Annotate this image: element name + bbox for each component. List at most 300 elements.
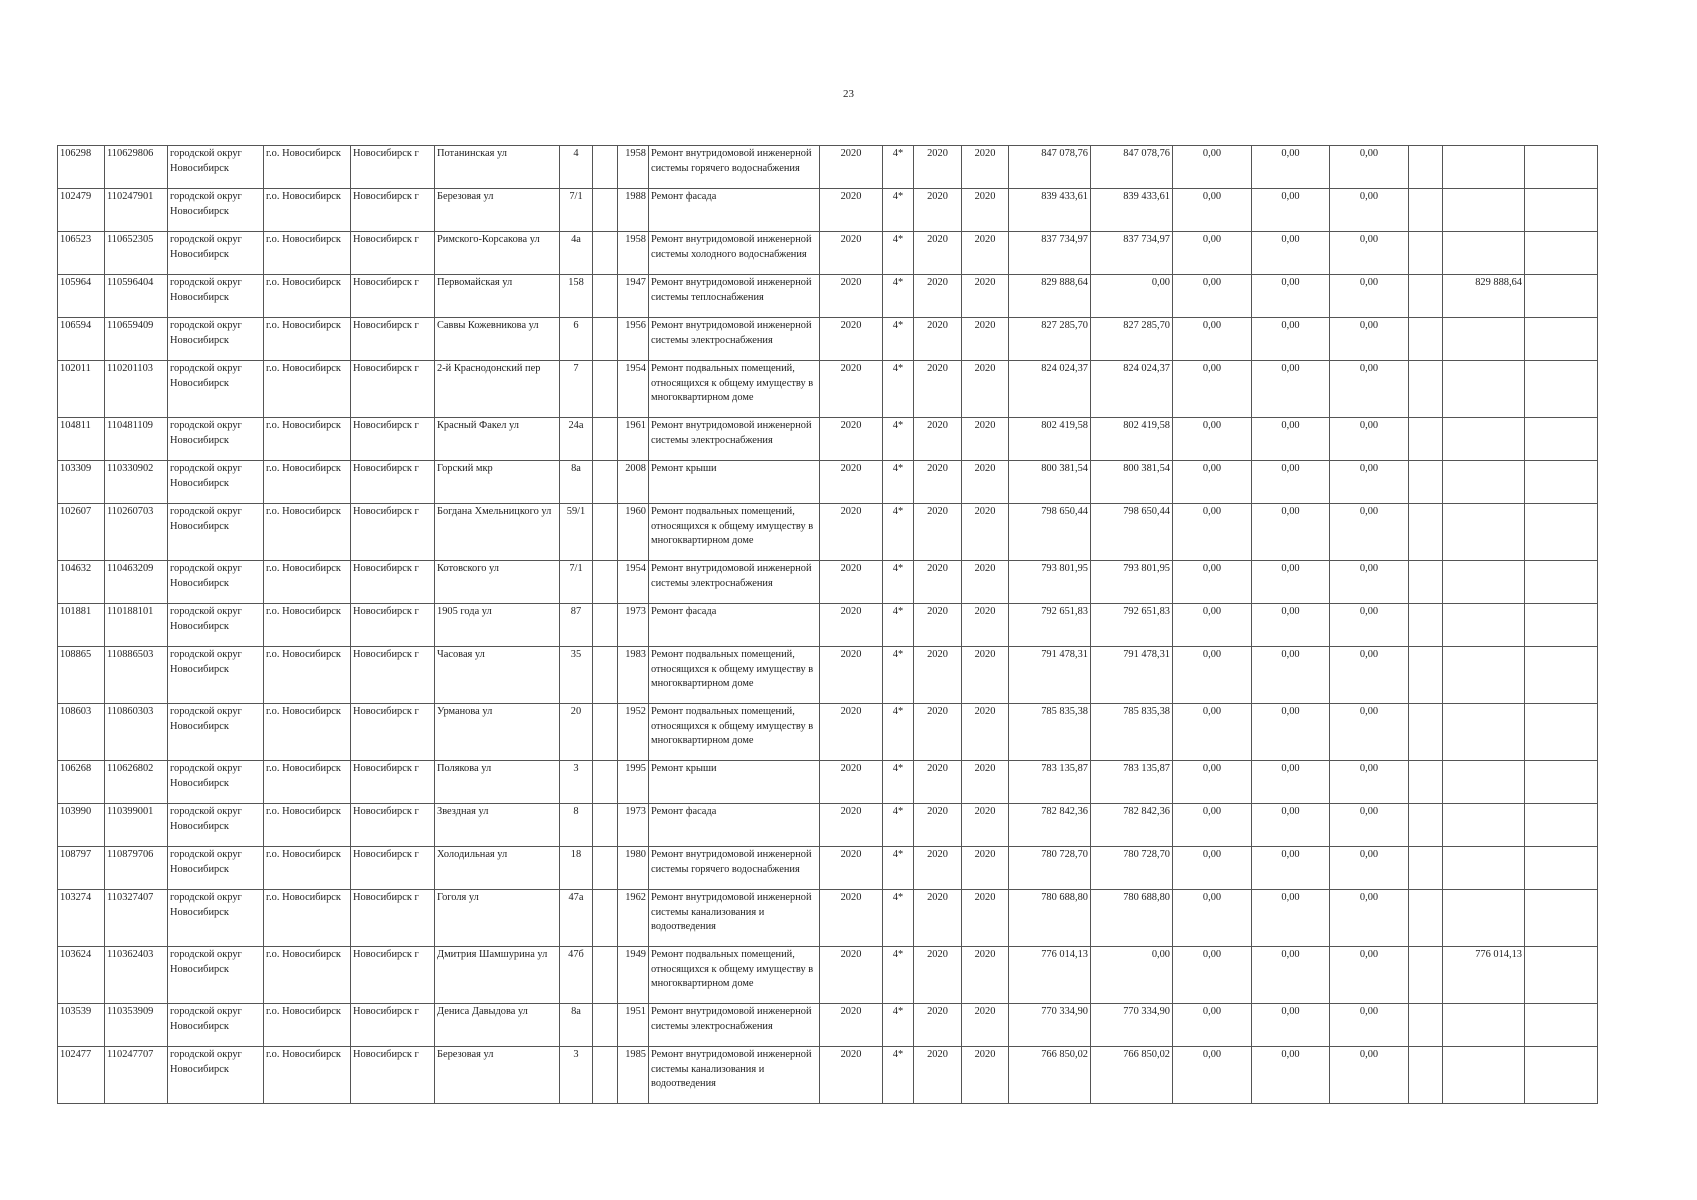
cell-settlement: Новосибирск г	[351, 604, 435, 647]
cell-owner-funds	[1443, 418, 1525, 461]
cell-municipality: городской округ Новосибирск	[168, 318, 264, 361]
cell-building	[593, 1004, 618, 1047]
cell-house-number: 24а	[560, 418, 593, 461]
cell-start-year: 2020	[914, 418, 962, 461]
cell-year-built: 1961	[618, 418, 649, 461]
cell-year-built: 1949	[618, 947, 649, 1004]
cell-district: г.о. Новосибирск	[264, 847, 351, 890]
cell-end-year: 2020	[962, 804, 1009, 847]
cell-budget-local: 0,00	[1330, 1047, 1409, 1104]
cell-fund-amount: 770 334,90	[1091, 1004, 1173, 1047]
cell-settlement: Новосибирск г	[351, 804, 435, 847]
cell-other	[1409, 461, 1443, 504]
cell-house-id: 108603	[58, 704, 105, 761]
cell-total-cost: 766 850,02	[1009, 1047, 1091, 1104]
cell-house-id: 106298	[58, 146, 105, 189]
cell-object-code: 110886503	[105, 647, 168, 704]
cell-note	[1525, 146, 1598, 189]
cell-fund-amount: 837 734,97	[1091, 232, 1173, 275]
cell-object-code: 110481109	[105, 418, 168, 461]
cell-fund-amount: 798 650,44	[1091, 504, 1173, 561]
cell-building	[593, 704, 618, 761]
cell-house-number: 8а	[560, 1004, 593, 1047]
cell-street: Дмитрия Шамшурина ул	[435, 947, 560, 1004]
cell-municipality: городской округ Новосибирск	[168, 804, 264, 847]
cell-budget-regional: 0,00	[1252, 461, 1330, 504]
cell-budget-regional: 0,00	[1252, 232, 1330, 275]
cell-plan-year: 2020	[820, 318, 883, 361]
cell-building	[593, 146, 618, 189]
cell-start-year: 2020	[914, 1004, 962, 1047]
cell-start-year: 2020	[914, 504, 962, 561]
cell-other	[1409, 189, 1443, 232]
cell-settlement: Новосибирск г	[351, 189, 435, 232]
cell-object-code: 110362403	[105, 947, 168, 1004]
cell-building	[593, 890, 618, 947]
cell-priority: 4*	[883, 418, 914, 461]
cell-total-cost: 792 651,83	[1009, 604, 1091, 647]
cell-end-year: 2020	[962, 947, 1009, 1004]
cell-district: г.о. Новосибирск	[264, 361, 351, 418]
cell-object-code: 110399001	[105, 804, 168, 847]
cell-start-year: 2020	[914, 275, 962, 318]
cell-note	[1525, 1047, 1598, 1104]
cell-owner-funds	[1443, 1004, 1525, 1047]
cell-note	[1525, 847, 1598, 890]
cell-district: г.о. Новосибирск	[264, 647, 351, 704]
cell-year-built: 1956	[618, 318, 649, 361]
cell-other	[1409, 1004, 1443, 1047]
cell-plan-year: 2020	[820, 189, 883, 232]
cell-municipality: городской округ Новосибирск	[168, 1004, 264, 1047]
cell-note	[1525, 947, 1598, 1004]
cell-total-cost: 837 734,97	[1009, 232, 1091, 275]
cell-year-built: 1983	[618, 647, 649, 704]
cell-total-cost: 800 381,54	[1009, 461, 1091, 504]
cell-start-year: 2020	[914, 647, 962, 704]
cell-budget-regional: 0,00	[1252, 804, 1330, 847]
cell-owner-funds: 829 888,64	[1443, 275, 1525, 318]
cell-budget-regional: 0,00	[1252, 890, 1330, 947]
table-row	[58, 275, 1598, 318]
cell-end-year: 2020	[962, 461, 1009, 504]
cell-fund-amount: 0,00	[1091, 275, 1173, 318]
cell-budget-local: 0,00	[1330, 461, 1409, 504]
cell-plan-year: 2020	[820, 647, 883, 704]
cell-work-type: Ремонт внутридомовой инженерной системы канализования и водоотведения	[649, 1047, 820, 1104]
cell-owner-funds	[1443, 146, 1525, 189]
cell-budget-local: 0,00	[1330, 232, 1409, 275]
cell-house-number: 4	[560, 146, 593, 189]
cell-house-number: 8	[560, 804, 593, 847]
cell-fund-amount: 0,00	[1091, 947, 1173, 1004]
cell-note	[1525, 189, 1598, 232]
cell-other	[1409, 804, 1443, 847]
cell-budget-federal: 0,00	[1173, 704, 1252, 761]
page-number: 23	[843, 88, 854, 100]
cell-owner-funds	[1443, 561, 1525, 604]
cell-district: г.о. Новосибирск	[264, 1004, 351, 1047]
cell-object-code: 110188101	[105, 604, 168, 647]
cell-end-year: 2020	[962, 418, 1009, 461]
cell-owner-funds	[1443, 1047, 1525, 1104]
cell-budget-local: 0,00	[1330, 275, 1409, 318]
cell-start-year: 2020	[914, 461, 962, 504]
cell-object-code: 110260703	[105, 504, 168, 561]
cell-start-year: 2020	[914, 189, 962, 232]
cell-owner-funds	[1443, 847, 1525, 890]
cell-house-id: 103624	[58, 947, 105, 1004]
cell-fund-amount: 839 433,61	[1091, 189, 1173, 232]
cell-end-year: 2020	[962, 275, 1009, 318]
cell-note	[1525, 504, 1598, 561]
cell-budget-federal: 0,00	[1173, 847, 1252, 890]
cell-note	[1525, 275, 1598, 318]
cell-house-number: 7/1	[560, 561, 593, 604]
cell-year-built: 1952	[618, 704, 649, 761]
cell-note	[1525, 604, 1598, 647]
cell-other	[1409, 504, 1443, 561]
cell-other	[1409, 761, 1443, 804]
cell-owner-funds	[1443, 761, 1525, 804]
cell-street: Урманова ул	[435, 704, 560, 761]
cell-priority: 4*	[883, 704, 914, 761]
cell-total-cost: 802 419,58	[1009, 418, 1091, 461]
cell-municipality: городской округ Новосибирск	[168, 418, 264, 461]
cell-house-number: 47б	[560, 947, 593, 1004]
cell-budget-federal: 0,00	[1173, 275, 1252, 318]
table-row	[58, 804, 1598, 847]
cell-house-number: 3	[560, 761, 593, 804]
cell-priority: 4*	[883, 561, 914, 604]
cell-object-code: 110626802	[105, 761, 168, 804]
cell-municipality: городской округ Новосибирск	[168, 361, 264, 418]
cell-priority: 4*	[883, 275, 914, 318]
cell-work-type: Ремонт подвальных помещений, относящихся к общему имуществу в многоквартирном доме	[649, 647, 820, 704]
cell-street: 1905 года ул	[435, 604, 560, 647]
cell-municipality: городской округ Новосибирск	[168, 561, 264, 604]
cell-budget-regional: 0,00	[1252, 318, 1330, 361]
cell-start-year: 2020	[914, 890, 962, 947]
cell-house-number: 20	[560, 704, 593, 761]
cell-start-year: 2020	[914, 704, 962, 761]
cell-other	[1409, 232, 1443, 275]
cell-start-year: 2020	[914, 804, 962, 847]
cell-start-year: 2020	[914, 561, 962, 604]
table-row	[58, 1004, 1598, 1047]
cell-plan-year: 2020	[820, 847, 883, 890]
cell-fund-amount: 793 801,95	[1091, 561, 1173, 604]
cell-priority: 4*	[883, 318, 914, 361]
cell-work-type: Ремонт подвальных помещений, относящихся к общему имуществу в многоквартирном доме	[649, 947, 820, 1004]
cell-priority: 4*	[883, 461, 914, 504]
cell-total-cost: 829 888,64	[1009, 275, 1091, 318]
cell-budget-local: 0,00	[1330, 890, 1409, 947]
cell-note	[1525, 418, 1598, 461]
cell-total-cost: 785 835,38	[1009, 704, 1091, 761]
cell-budget-federal: 0,00	[1173, 647, 1252, 704]
cell-object-code: 110860303	[105, 704, 168, 761]
cell-house-number: 7	[560, 361, 593, 418]
cell-municipality: городской округ Новосибирск	[168, 504, 264, 561]
cell-plan-year: 2020	[820, 561, 883, 604]
cell-start-year: 2020	[914, 761, 962, 804]
cell-work-type: Ремонт крыши	[649, 461, 820, 504]
cell-budget-regional: 0,00	[1252, 361, 1330, 418]
cell-settlement: Новосибирск г	[351, 761, 435, 804]
cell-building	[593, 1047, 618, 1104]
cell-total-cost: 827 285,70	[1009, 318, 1091, 361]
cell-settlement: Новосибирск г	[351, 361, 435, 418]
cell-total-cost: 782 842,36	[1009, 804, 1091, 847]
cell-budget-federal: 0,00	[1173, 504, 1252, 561]
cell-year-built: 1958	[618, 146, 649, 189]
cell-fund-amount: 827 285,70	[1091, 318, 1173, 361]
cell-district: г.о. Новосибирск	[264, 504, 351, 561]
cell-budget-regional: 0,00	[1252, 761, 1330, 804]
cell-house-id: 106594	[58, 318, 105, 361]
cell-year-built: 1954	[618, 361, 649, 418]
cell-plan-year: 2020	[820, 275, 883, 318]
cell-district: г.о. Новосибирск	[264, 604, 351, 647]
cell-work-type: Ремонт внутридомовой инженерной системы электроснабжения	[649, 561, 820, 604]
cell-owner-funds	[1443, 232, 1525, 275]
cell-district: г.о. Новосибирск	[264, 947, 351, 1004]
table-row	[58, 604, 1598, 647]
cell-budget-regional: 0,00	[1252, 1004, 1330, 1047]
cell-other	[1409, 361, 1443, 418]
cell-end-year: 2020	[962, 318, 1009, 361]
cell-year-built: 1988	[618, 189, 649, 232]
cell-end-year: 2020	[962, 232, 1009, 275]
cell-street: Горский мкр	[435, 461, 560, 504]
cell-total-cost: 824 024,37	[1009, 361, 1091, 418]
cell-building	[593, 761, 618, 804]
cell-district: г.о. Новосибирск	[264, 418, 351, 461]
cell-budget-federal: 0,00	[1173, 604, 1252, 647]
cell-object-code: 110659409	[105, 318, 168, 361]
cell-street: Римского-Корсакова ул	[435, 232, 560, 275]
cell-year-built: 1980	[618, 847, 649, 890]
cell-owner-funds	[1443, 189, 1525, 232]
cell-budget-federal: 0,00	[1173, 318, 1252, 361]
cell-total-cost: 798 650,44	[1009, 504, 1091, 561]
cell-plan-year: 2020	[820, 1047, 883, 1104]
cell-other	[1409, 418, 1443, 461]
table-row	[58, 1047, 1598, 1104]
cell-budget-regional: 0,00	[1252, 1047, 1330, 1104]
cell-work-type: Ремонт внутридомовой инженерной системы электроснабжения	[649, 418, 820, 461]
cell-house-id: 102479	[58, 189, 105, 232]
cell-total-cost: 783 135,87	[1009, 761, 1091, 804]
cell-budget-federal: 0,00	[1173, 561, 1252, 604]
cell-house-number: 158	[560, 275, 593, 318]
cell-priority: 4*	[883, 604, 914, 647]
cell-owner-funds	[1443, 504, 1525, 561]
cell-municipality: городской округ Новосибирск	[168, 1047, 264, 1104]
cell-budget-regional: 0,00	[1252, 561, 1330, 604]
cell-fund-amount: 766 850,02	[1091, 1047, 1173, 1104]
cell-budget-regional: 0,00	[1252, 604, 1330, 647]
cell-total-cost: 770 334,90	[1009, 1004, 1091, 1047]
cell-budget-federal: 0,00	[1173, 361, 1252, 418]
cell-note	[1525, 361, 1598, 418]
cell-other	[1409, 1047, 1443, 1104]
cell-total-cost: 847 078,76	[1009, 146, 1091, 189]
cell-owner-funds	[1443, 647, 1525, 704]
cell-house-id: 102607	[58, 504, 105, 561]
cell-building	[593, 947, 618, 1004]
cell-owner-funds	[1443, 461, 1525, 504]
cell-year-built: 1962	[618, 890, 649, 947]
cell-work-type: Ремонт внутридомовой инженерной системы канализования и водоотведения	[649, 890, 820, 947]
cell-note	[1525, 647, 1598, 704]
cell-settlement: Новосибирск г	[351, 947, 435, 1004]
cell-priority: 4*	[883, 761, 914, 804]
cell-other	[1409, 604, 1443, 647]
cell-note	[1525, 1004, 1598, 1047]
cell-object-code: 110463209	[105, 561, 168, 604]
cell-year-built: 1995	[618, 761, 649, 804]
cell-year-built: 1958	[618, 232, 649, 275]
cell-end-year: 2020	[962, 561, 1009, 604]
cell-budget-local: 0,00	[1330, 804, 1409, 847]
cell-end-year: 2020	[962, 1004, 1009, 1047]
cell-street: Дениса Давыдова ул	[435, 1004, 560, 1047]
cell-street: Березовая ул	[435, 1047, 560, 1104]
cell-house-id: 105964	[58, 275, 105, 318]
table-row	[58, 704, 1598, 761]
cell-building	[593, 189, 618, 232]
cell-budget-federal: 0,00	[1173, 418, 1252, 461]
cell-house-number: 8а	[560, 461, 593, 504]
cell-district: г.о. Новосибирск	[264, 761, 351, 804]
cell-budget-federal: 0,00	[1173, 1004, 1252, 1047]
cell-budget-regional: 0,00	[1252, 275, 1330, 318]
cell-municipality: городской округ Новосибирск	[168, 761, 264, 804]
cell-settlement: Новосибирск г	[351, 1047, 435, 1104]
cell-budget-regional: 0,00	[1252, 647, 1330, 704]
cell-budget-local: 0,00	[1330, 418, 1409, 461]
cell-plan-year: 2020	[820, 1004, 883, 1047]
table-row	[58, 418, 1598, 461]
cell-plan-year: 2020	[820, 461, 883, 504]
cell-street: Звездная ул	[435, 804, 560, 847]
cell-work-type: Ремонт фасада	[649, 604, 820, 647]
cell-municipality: городской округ Новосибирск	[168, 647, 264, 704]
cell-end-year: 2020	[962, 704, 1009, 761]
cell-fund-amount: 847 078,76	[1091, 146, 1173, 189]
cell-object-code: 110879706	[105, 847, 168, 890]
cell-budget-federal: 0,00	[1173, 890, 1252, 947]
cell-other	[1409, 146, 1443, 189]
cell-note	[1525, 704, 1598, 761]
cell-house-id: 108865	[58, 647, 105, 704]
cell-start-year: 2020	[914, 361, 962, 418]
cell-object-code: 110629806	[105, 146, 168, 189]
cell-budget-federal: 0,00	[1173, 189, 1252, 232]
cell-owner-funds	[1443, 361, 1525, 418]
cell-municipality: городской округ Новосибирск	[168, 604, 264, 647]
table-row	[58, 847, 1598, 890]
cell-note	[1525, 761, 1598, 804]
cell-street: Березовая ул	[435, 189, 560, 232]
cell-street: Холодильная ул	[435, 847, 560, 890]
cell-fund-amount: 791 478,31	[1091, 647, 1173, 704]
cell-priority: 4*	[883, 1047, 914, 1104]
cell-budget-local: 0,00	[1330, 561, 1409, 604]
cell-priority: 4*	[883, 890, 914, 947]
cell-house-id: 102011	[58, 361, 105, 418]
cell-budget-local: 0,00	[1330, 189, 1409, 232]
cell-fund-amount: 782 842,36	[1091, 804, 1173, 847]
cell-plan-year: 2020	[820, 418, 883, 461]
cell-building	[593, 561, 618, 604]
cell-house-id: 102477	[58, 1047, 105, 1104]
cell-other	[1409, 647, 1443, 704]
cell-building	[593, 804, 618, 847]
cell-owner-funds	[1443, 604, 1525, 647]
cell-street: Котовского ул	[435, 561, 560, 604]
cell-house-id: 106268	[58, 761, 105, 804]
cell-budget-local: 0,00	[1330, 504, 1409, 561]
cell-municipality: городской округ Новосибирск	[168, 947, 264, 1004]
cell-budget-local: 0,00	[1330, 146, 1409, 189]
cell-priority: 4*	[883, 232, 914, 275]
cell-municipality: городской округ Новосибирск	[168, 275, 264, 318]
cell-work-type: Ремонт фасада	[649, 804, 820, 847]
cell-priority: 4*	[883, 647, 914, 704]
cell-end-year: 2020	[962, 604, 1009, 647]
cell-other	[1409, 704, 1443, 761]
cell-owner-funds	[1443, 318, 1525, 361]
cell-note	[1525, 461, 1598, 504]
cell-house-number: 59/1	[560, 504, 593, 561]
cell-district: г.о. Новосибирск	[264, 232, 351, 275]
cell-budget-regional: 0,00	[1252, 504, 1330, 561]
cell-fund-amount: 785 835,38	[1091, 704, 1173, 761]
cell-end-year: 2020	[962, 647, 1009, 704]
cell-work-type: Ремонт внутридомовой инженерной системы электроснабжения	[649, 1004, 820, 1047]
cell-house-number: 7/1	[560, 189, 593, 232]
cell-year-built: 2008	[618, 461, 649, 504]
cell-priority: 4*	[883, 146, 914, 189]
cell-budget-federal: 0,00	[1173, 232, 1252, 275]
cell-budget-federal: 0,00	[1173, 804, 1252, 847]
cell-year-built: 1954	[618, 561, 649, 604]
table-row	[58, 561, 1598, 604]
cell-plan-year: 2020	[820, 890, 883, 947]
cell-start-year: 2020	[914, 318, 962, 361]
cell-budget-federal: 0,00	[1173, 947, 1252, 1004]
cell-settlement: Новосибирск г	[351, 504, 435, 561]
cell-object-code: 110596404	[105, 275, 168, 318]
cell-object-code: 110652305	[105, 232, 168, 275]
cell-work-type: Ремонт внутридомовой инженерной системы электроснабжения	[649, 318, 820, 361]
cell-district: г.о. Новосибирск	[264, 561, 351, 604]
cell-start-year: 2020	[914, 232, 962, 275]
cell-total-cost: 793 801,95	[1009, 561, 1091, 604]
table-body	[58, 146, 1598, 1104]
cell-budget-local: 0,00	[1330, 704, 1409, 761]
cell-note	[1525, 318, 1598, 361]
cell-municipality: городской округ Новосибирск	[168, 890, 264, 947]
cell-settlement: Новосибирск г	[351, 275, 435, 318]
cell-work-type: Ремонт внутридомовой инженерной системы холодного водоснабжения	[649, 232, 820, 275]
cell-municipality: городской округ Новосибирск	[168, 146, 264, 189]
cell-end-year: 2020	[962, 189, 1009, 232]
cell-street: Потанинская ул	[435, 146, 560, 189]
